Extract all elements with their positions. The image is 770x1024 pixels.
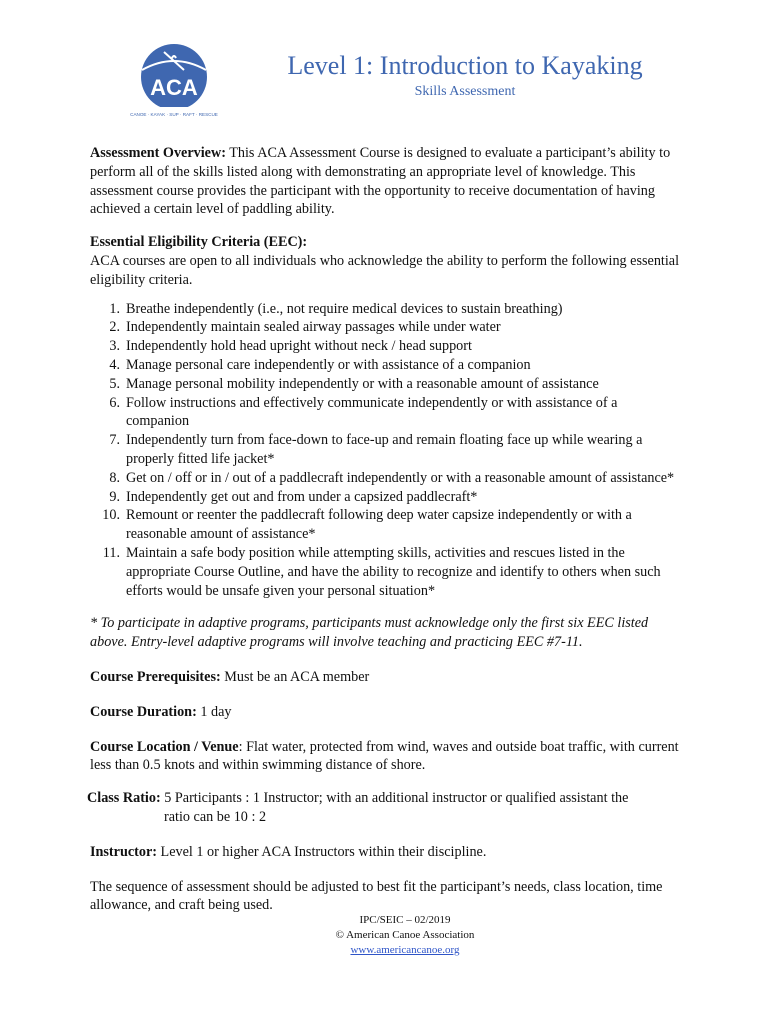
prerequisites-text: Must be an ACA member [220, 668, 370, 685]
list-item-text: Manage personal care independently or with assistance of a companion [126, 356, 531, 373]
eec-heading: Essential Eligibility Criteria (EEC): [90, 234, 308, 251]
list-item-text: Breathe independently (i.e., not require medical devices to sustain breathing) [126, 300, 563, 317]
header [250, 50, 680, 102]
location-text: : Flat water, protected from wind, waves and outside boat traffic, with current less than 0.5 knots and within swimming distance of shore. [90, 738, 679, 774]
overview-text: This ACA Assessment Course is designed to evaluate a participant’s ability to perform all of the skills listed along with demonstrating an appropriate level of knowledge. This assessment course provides the participant with the opportunity to receive documentation of having achieved a certain level of paddling ability. [90, 145, 671, 218]
list-item-text: Manage personal mobility independently or with a reasonable amount of assistance [126, 375, 599, 392]
ratio-text-continued: ratio can be 10 : 2 [164, 808, 267, 825]
duration-text: 1 day [196, 703, 232, 720]
list-item-number: 4. [109, 356, 120, 373]
aca-logo [128, 40, 220, 120]
list-item-number: 11. [102, 544, 120, 561]
list-item [90, 394, 680, 432]
list-item [90, 506, 680, 544]
list-item-number: 9. [109, 488, 120, 505]
list-item-text: Independently get out and from under a capsized paddlecraft* [126, 488, 478, 505]
list-item-text: Independently maintain sealed airway passages while under water [126, 319, 501, 336]
logo-tagline: CANOE · KAYAK · SUP · RAFT · RESCUE [130, 112, 218, 117]
list-item-number: 6. [109, 394, 120, 411]
list-item-number: 8. [109, 469, 120, 486]
class-ratio [87, 789, 680, 827]
list-item-text: Follow instructions and effectively communicate independently or with assistance of a companion [126, 394, 618, 430]
list-item-text: Independently hold head upright without neck / head support [126, 338, 472, 355]
page-title: Level 1: Introduction to Kayaking [287, 51, 643, 80]
list-item [90, 318, 680, 337]
overview-paragraph [90, 144, 680, 219]
list-item-number: 10. [102, 507, 120, 524]
ratio-text: 5 Participants : 1 Instructor; with an additional instructor or qualified assistant the [160, 790, 629, 807]
eec-intro: ACA courses are open to all individuals who acknowledge the ability to perform the following essential eligibility criteria. [90, 252, 680, 288]
list-item-number: 7. [109, 432, 120, 449]
prerequisites-label: Course Prerequisites: [90, 668, 221, 685]
list-item-text: Independently turn from face-down to face-up and remain floating face up while wearing a properly fitted life jacket* [126, 432, 643, 467]
list-item [90, 337, 680, 356]
logo-text: ACA [150, 75, 198, 100]
list-item [90, 544, 680, 600]
page-subtitle: Skills Assessment [414, 84, 516, 99]
duration-label: Course Duration: [90, 703, 197, 720]
instructor-label: Instructor: [90, 843, 157, 860]
sequence-paragraph: The sequence of assessment should be adjusted to best fit the participant’s needs, class location, time allowance, and craft being used. [90, 878, 663, 914]
list-item [90, 375, 680, 394]
instructor-text: Level 1 or higher ACA Instructors within their discipline. [156, 843, 487, 860]
list-item-number: 5. [109, 375, 120, 392]
duration [90, 703, 680, 722]
instructor [90, 843, 680, 862]
footer-copyright: © American Canoe Association [335, 929, 475, 941]
list-item-number: 1. [109, 300, 120, 317]
footer-website-link[interactable]: www.americancanoe.org [350, 944, 460, 956]
list-item [90, 356, 680, 375]
overview-label: Assessment Overview: [90, 145, 226, 161]
main-content [87, 144, 680, 915]
list-item [90, 469, 680, 488]
location-label: Course Location / Venue [90, 738, 239, 755]
list-item-number: 3. [109, 338, 120, 355]
list-item-number: 2. [109, 319, 120, 336]
list-item [90, 488, 680, 507]
list-item-text: Maintain a safe body position while attempting skills, activities and rescues listed in the appropriate Course Outline, and have the ability to recognize and identify to others when such efforts would be unsafe given your personal situation* [126, 544, 661, 599]
eec-list [90, 300, 680, 601]
list-item-text: Get on / off or in / out of a paddlecraft independently or with a reasonable amount of assistance* [126, 469, 675, 486]
prerequisites [90, 668, 680, 687]
adaptive-note: * To participate in adaptive programs, participants must acknowledge only the first six EEC listed above. Entry-level adaptive programs will involve teaching and practicing EEC #7-11. [90, 615, 649, 651]
list-item-text: Remount or reenter the paddlecraft following deep water capsize independently or with a reasonable amount of assistance* [126, 507, 632, 543]
location [90, 738, 680, 776]
list-item [90, 300, 680, 319]
footer [255, 913, 555, 958]
list-item [90, 431, 680, 469]
ratio-label: Class Ratio: [87, 790, 161, 807]
footer-code: IPC/SEIC – 02/2019 [359, 914, 451, 926]
